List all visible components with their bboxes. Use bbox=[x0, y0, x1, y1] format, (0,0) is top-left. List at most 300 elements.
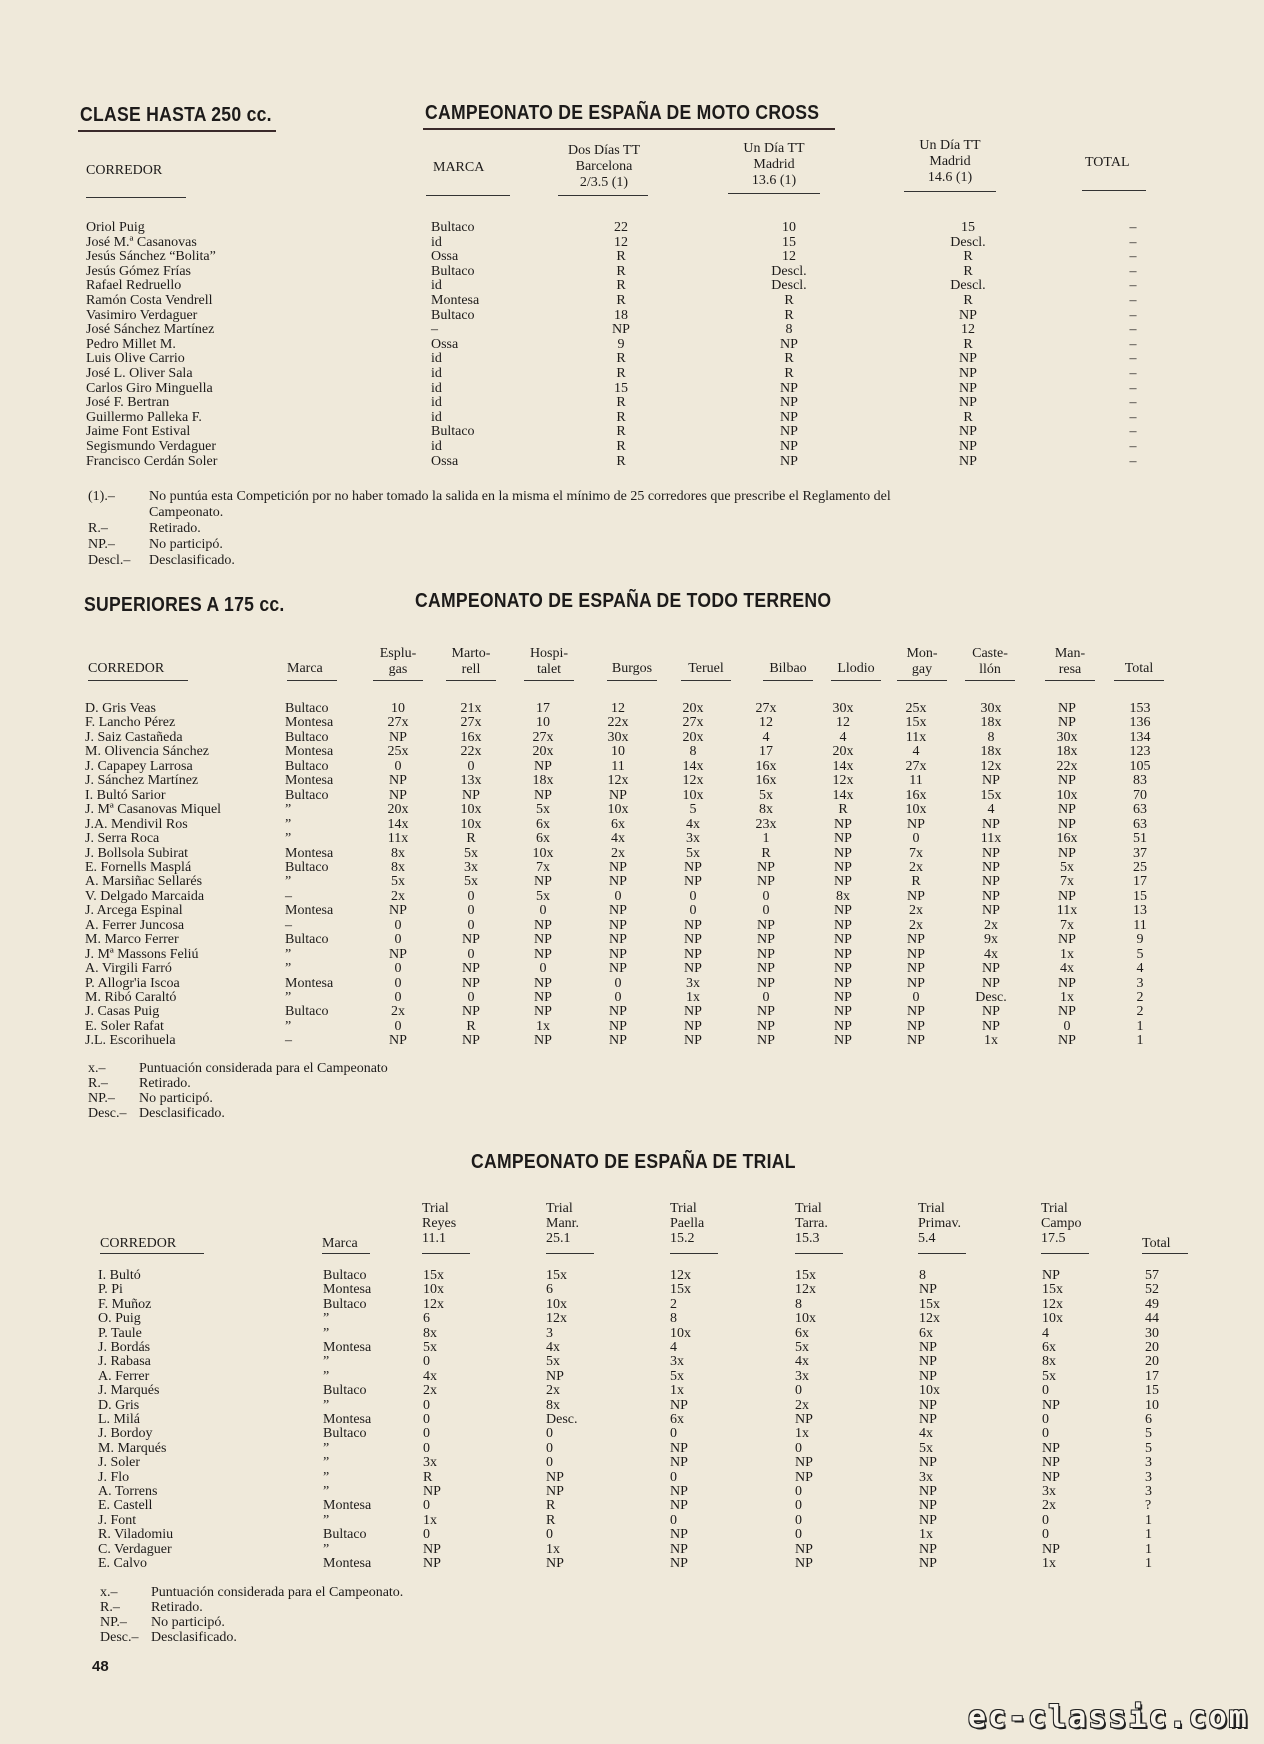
result-cell: NP bbox=[959, 395, 977, 411]
column-header: Trial bbox=[918, 1201, 945, 1216]
result-cell: NP bbox=[609, 946, 627, 962]
result-cell: NP bbox=[982, 874, 1000, 890]
column-header: Trial bbox=[795, 1201, 822, 1216]
rider-name: A. Torrens bbox=[98, 1484, 158, 1499]
result-cell: NP bbox=[834, 961, 852, 977]
result-cell: 14x bbox=[682, 758, 704, 774]
result-cell: NP bbox=[907, 946, 925, 962]
rider-name: J. Bordás bbox=[98, 1340, 151, 1355]
result-cell: 3x bbox=[423, 1455, 437, 1471]
column-header: resa bbox=[1058, 662, 1082, 677]
result-cell: NP bbox=[757, 961, 775, 977]
result-cell: 30x bbox=[607, 729, 629, 745]
brand-cell: ” bbox=[323, 1325, 330, 1341]
brand-cell: Bultaco bbox=[431, 263, 475, 279]
result-cell: 8x bbox=[1042, 1354, 1056, 1370]
result-cell: 30x bbox=[832, 701, 854, 716]
rider-name: Francisco Cerdán Soler bbox=[86, 453, 218, 469]
result-cell: NP bbox=[834, 859, 852, 875]
result-cell: 17 bbox=[1145, 1368, 1159, 1384]
note-text: Campeonato. bbox=[149, 505, 224, 520]
rider-name: P. Taule bbox=[98, 1325, 142, 1341]
result-cell: 3x bbox=[795, 1368, 809, 1384]
note-key: NP.– bbox=[88, 1091, 115, 1106]
rule bbox=[897, 680, 947, 681]
result-cell: 10x bbox=[546, 1296, 567, 1312]
result-cell: 1x bbox=[919, 1527, 933, 1543]
result-cell: NP bbox=[834, 975, 852, 991]
result-cell: 18x bbox=[980, 715, 1002, 731]
result-cell: NP bbox=[534, 758, 552, 774]
result-cell: 0 bbox=[912, 990, 920, 1005]
result-cell: 0 bbox=[423, 1440, 430, 1456]
rider-name: J. Mª Massons Feliú bbox=[85, 946, 199, 962]
result-cell: R bbox=[616, 249, 626, 265]
result-cell: 11x bbox=[980, 831, 1002, 847]
note-text: No puntúa esta Competición por no haber tomado la salida en la misma el mínimo de 25 corredores que prescribe el Reglamento del bbox=[149, 489, 891, 504]
result-cell: R bbox=[466, 831, 476, 847]
note-key: x.– bbox=[100, 1585, 118, 1600]
result-cell: 0 bbox=[795, 1498, 802, 1514]
result-cell: 15x bbox=[980, 787, 1002, 803]
result-cell: NP bbox=[795, 1455, 813, 1471]
result-cell: 12 bbox=[611, 701, 625, 716]
result-cell: 63 bbox=[1133, 802, 1147, 818]
result-cell: – bbox=[1129, 322, 1137, 338]
result-cell: R bbox=[616, 395, 626, 411]
result-cell: 27x bbox=[387, 715, 409, 731]
note-text: Desclasificado. bbox=[149, 553, 235, 568]
header-line: 14.6 (1) bbox=[927, 170, 973, 185]
rider-name: Rafael Redruello bbox=[86, 278, 182, 294]
brand-cell: Bultaco bbox=[323, 1527, 367, 1543]
result-cell: R bbox=[546, 1498, 556, 1514]
result-cell: NP bbox=[609, 859, 627, 875]
brand-cell: Bultaco bbox=[285, 859, 329, 875]
note-text: Desclasificado. bbox=[151, 1630, 237, 1645]
result-cell: 0 bbox=[394, 917, 402, 933]
rider-name: J.A. Mendivil Ros bbox=[85, 816, 188, 832]
result-cell: 63 bbox=[1133, 816, 1147, 832]
rider-name: J. Marqués bbox=[98, 1383, 160, 1399]
result-cell: 11 bbox=[611, 758, 625, 774]
result-cell: 8 bbox=[670, 1311, 677, 1327]
result-cell: 2x bbox=[391, 888, 405, 904]
brand-cell: Bultaco bbox=[285, 1004, 329, 1020]
result-cell: 4x bbox=[795, 1354, 809, 1370]
result-cell: 5x bbox=[1060, 859, 1074, 875]
column-header: Esplu- bbox=[379, 646, 417, 661]
result-cell: NP bbox=[834, 946, 852, 962]
column-header: CORREDOR bbox=[100, 1236, 177, 1251]
brand-cell: Montesa bbox=[323, 1498, 372, 1514]
result-cell: 0 bbox=[546, 1455, 553, 1471]
result-cell: 0 bbox=[795, 1512, 802, 1528]
result-cell: 27x bbox=[905, 758, 927, 774]
result-cell: 5x bbox=[759, 787, 773, 803]
brand-cell: Bultaco bbox=[285, 787, 329, 803]
result-cell: 70 bbox=[1133, 787, 1147, 803]
rule bbox=[86, 197, 186, 198]
rider-name: J. Casas Puig bbox=[85, 1004, 160, 1020]
result-cell: NP bbox=[609, 874, 627, 890]
result-cell: 14x bbox=[832, 787, 854, 803]
result-cell: NP bbox=[1058, 802, 1076, 818]
result-cell: 9 bbox=[1136, 932, 1144, 948]
brand-cell: ” bbox=[323, 1512, 330, 1528]
result-cell: R bbox=[616, 439, 626, 454]
result-cell: – bbox=[1129, 336, 1137, 352]
rider-name: J. Arcega Espinal bbox=[85, 903, 183, 919]
result-cell: 12x bbox=[980, 758, 1002, 774]
result-cell: 16x bbox=[905, 787, 927, 803]
result-cell: 0 bbox=[467, 990, 475, 1005]
result-cell: NP bbox=[1042, 1469, 1060, 1485]
result-cell: 30 bbox=[1145, 1325, 1159, 1341]
result-cell: R bbox=[784, 293, 794, 308]
result-cell: NP bbox=[534, 874, 552, 890]
result-cell: 5x bbox=[670, 1368, 684, 1384]
result-cell: NP bbox=[919, 1354, 937, 1370]
result-cell: 0 bbox=[546, 1426, 553, 1442]
result-cell: NP bbox=[834, 816, 852, 832]
result-cell: 1 bbox=[762, 831, 770, 847]
watermark-logo: ec-classic.com bbox=[968, 1700, 1249, 1735]
result-cell: 0 bbox=[795, 1484, 802, 1499]
result-cell: NP bbox=[462, 1004, 480, 1020]
result-cell: NP bbox=[423, 1541, 441, 1557]
result-cell: 0 bbox=[539, 903, 547, 919]
result-cell: NP bbox=[982, 859, 1000, 875]
result-cell: NP bbox=[907, 816, 925, 832]
underline bbox=[78, 130, 276, 132]
result-cell: 0 bbox=[670, 1512, 677, 1528]
result-cell: 5x bbox=[464, 845, 478, 861]
result-cell: 4 bbox=[987, 802, 995, 818]
result-cell: 17 bbox=[759, 744, 773, 760]
result-cell: NP bbox=[684, 946, 702, 962]
underline bbox=[423, 128, 835, 130]
result-cell: 10x bbox=[795, 1311, 816, 1327]
result-cell: NP bbox=[982, 816, 1000, 832]
result-cell: NP bbox=[757, 859, 775, 875]
result-cell: NP bbox=[795, 1541, 813, 1557]
result-cell: 15x bbox=[423, 1268, 444, 1283]
header-line: Un Día TT bbox=[919, 138, 981, 153]
result-cell: 4x bbox=[984, 946, 998, 962]
result-cell: 52 bbox=[1145, 1282, 1159, 1298]
column-header: 5.4 bbox=[918, 1231, 936, 1246]
result-cell: NP bbox=[834, 903, 852, 919]
result-cell: 5x bbox=[423, 1340, 437, 1355]
result-cell: 0 bbox=[423, 1354, 430, 1370]
column-header: Reyes bbox=[422, 1216, 457, 1231]
result-cell: 0 bbox=[394, 990, 402, 1005]
result-cell: 1 bbox=[1145, 1541, 1152, 1557]
result-cell: 13x bbox=[460, 773, 482, 789]
result-cell: NP bbox=[1058, 1033, 1076, 1049]
rule bbox=[558, 195, 648, 196]
result-cell: 10x bbox=[607, 802, 629, 818]
result-cell: 3 bbox=[1145, 1455, 1152, 1471]
result-cell: NP bbox=[780, 409, 798, 425]
result-cell: 12 bbox=[836, 715, 850, 731]
result-cell: NP bbox=[609, 1004, 627, 1020]
result-cell: NP bbox=[959, 453, 977, 469]
note-key: (1).– bbox=[88, 489, 115, 504]
result-cell: 8x bbox=[836, 888, 850, 904]
result-cell: R bbox=[546, 1512, 556, 1528]
rider-name: J.L. Escorihuela bbox=[85, 1033, 176, 1049]
result-cell: NP bbox=[907, 1018, 925, 1034]
result-cell: 15 bbox=[782, 234, 796, 250]
note-text: Retirado. bbox=[139, 1076, 191, 1091]
result-cell: Descl. bbox=[771, 263, 807, 279]
result-cell: R bbox=[911, 874, 921, 890]
result-cell: R bbox=[963, 336, 973, 352]
brand-cell: Montesa bbox=[285, 845, 334, 861]
header-line: Barcelona bbox=[575, 159, 633, 174]
result-cell: 3x bbox=[464, 859, 478, 875]
result-cell: NP bbox=[907, 932, 925, 948]
result-cell: R bbox=[963, 249, 973, 265]
result-cell: NP bbox=[389, 773, 407, 789]
rule bbox=[670, 1253, 718, 1254]
result-cell: NP bbox=[534, 1033, 552, 1049]
rider-name: Luis Olive Carrio bbox=[86, 351, 185, 367]
column-header: Teruel bbox=[688, 661, 724, 676]
rider-name: José L. Oliver Sala bbox=[86, 366, 193, 381]
column-header: 15.3 bbox=[795, 1231, 820, 1246]
result-cell: 0 bbox=[1042, 1527, 1049, 1543]
rule bbox=[100, 1253, 204, 1254]
result-cell: 8x bbox=[759, 802, 773, 818]
rider-name: F. Lancho Pérez bbox=[85, 715, 176, 731]
brand-cell: ” bbox=[285, 874, 292, 890]
note-key: x.– bbox=[88, 1061, 106, 1076]
rule bbox=[524, 680, 574, 681]
result-cell: NP bbox=[389, 729, 407, 745]
brand-cell: id bbox=[431, 234, 442, 250]
result-cell: NP bbox=[389, 903, 407, 919]
rider-name: I. Bultó Sarior bbox=[85, 787, 166, 803]
result-cell: 5x bbox=[536, 802, 550, 818]
note-key: R.– bbox=[88, 1076, 108, 1091]
result-cell: 0 bbox=[614, 990, 622, 1005]
column-header: Total bbox=[1142, 1236, 1171, 1251]
result-cell: 12x bbox=[832, 773, 854, 789]
result-cell: 83 bbox=[1133, 773, 1147, 789]
result-cell: 5 bbox=[689, 802, 697, 818]
result-cell: 25x bbox=[387, 744, 409, 760]
result-cell: 20 bbox=[1145, 1354, 1159, 1370]
note-text: Puntuación considerada para el Campeonato bbox=[139, 1061, 388, 1076]
result-cell: R bbox=[616, 263, 626, 279]
brand-cell: Bultaco bbox=[431, 307, 475, 323]
result-cell: 4x bbox=[423, 1368, 437, 1384]
rider-name: Segismundo Verdaguer bbox=[86, 439, 216, 454]
result-cell: 1x bbox=[686, 990, 700, 1005]
note-text: Retirado. bbox=[149, 521, 201, 536]
rule bbox=[1041, 1253, 1089, 1254]
result-cell: NP bbox=[757, 975, 775, 991]
result-cell: NP bbox=[462, 961, 480, 977]
result-cell: 22 bbox=[614, 220, 628, 235]
result-cell: NP bbox=[959, 351, 977, 367]
column-header: Total bbox=[1124, 661, 1154, 676]
rule bbox=[918, 1253, 966, 1254]
result-cell: 0 bbox=[1042, 1383, 1049, 1399]
result-cell: 3x bbox=[686, 831, 700, 847]
result-cell: 5x bbox=[686, 845, 700, 861]
result-cell: NP bbox=[1058, 845, 1076, 861]
brand-cell: Montesa bbox=[431, 293, 480, 308]
rider-name: José Sánchez Martínez bbox=[86, 322, 215, 338]
result-cell: 49 bbox=[1145, 1296, 1159, 1312]
result-cell: 0 bbox=[795, 1440, 802, 1456]
rule bbox=[88, 680, 188, 681]
result-cell: 8x bbox=[391, 859, 405, 875]
result-cell: 12x bbox=[546, 1311, 567, 1327]
brand-cell: Montesa bbox=[323, 1412, 372, 1427]
result-cell: 0 bbox=[467, 903, 475, 919]
note-text: Desclasificado. bbox=[139, 1106, 225, 1121]
result-cell: 20x bbox=[532, 744, 554, 760]
rule bbox=[1114, 680, 1164, 681]
brand-cell: ” bbox=[285, 1018, 292, 1034]
result-cell: R bbox=[963, 263, 973, 279]
rider-name: J. Font bbox=[98, 1512, 137, 1528]
brand-cell: Montesa bbox=[285, 744, 334, 760]
brand-cell: Ossa bbox=[431, 336, 459, 352]
motocross-left-title: CLASE HASTA 250 cc. bbox=[80, 104, 272, 126]
brand-cell: Bultaco bbox=[431, 424, 475, 440]
brand-cell: Montesa bbox=[323, 1340, 372, 1355]
result-cell: 16x bbox=[460, 729, 482, 745]
result-cell: 10x bbox=[670, 1325, 691, 1341]
result-cell: NP bbox=[982, 888, 1000, 904]
result-cell: – bbox=[1129, 278, 1137, 294]
result-cell: 11 bbox=[909, 773, 923, 789]
note-text: No participó. bbox=[151, 1615, 225, 1630]
result-cell: 1 bbox=[1145, 1556, 1152, 1571]
result-cell: NP bbox=[609, 961, 627, 977]
rule bbox=[287, 680, 337, 681]
result-cell: – bbox=[1129, 220, 1137, 235]
result-cell: 0 bbox=[670, 1469, 677, 1485]
result-cell: 3 bbox=[1136, 975, 1144, 991]
result-cell: NP bbox=[757, 1018, 775, 1034]
result-cell: 4 bbox=[1136, 961, 1144, 977]
rider-name: P. Pi bbox=[98, 1282, 123, 1298]
result-cell: NP bbox=[982, 1018, 1000, 1034]
result-cell: 0 bbox=[467, 888, 475, 904]
result-cell: 4 bbox=[762, 729, 770, 745]
result-cell: NP bbox=[907, 1004, 925, 1020]
result-cell: 6 bbox=[423, 1311, 430, 1327]
result-cell: 27x bbox=[460, 715, 482, 731]
result-cell: NP bbox=[462, 975, 480, 991]
brand-cell: id bbox=[431, 439, 442, 454]
mc-col-rider: CORREDOR bbox=[86, 163, 163, 178]
result-cell: NP bbox=[834, 917, 852, 933]
rider-name: J. Capapey Larrosa bbox=[85, 758, 193, 774]
brand-cell: id bbox=[431, 409, 442, 425]
result-cell: 22x bbox=[460, 744, 482, 760]
result-cell: 6x bbox=[536, 816, 550, 832]
result-cell: 11x bbox=[387, 831, 409, 847]
result-cell: NP bbox=[684, 859, 702, 875]
result-cell: 0 bbox=[614, 975, 622, 991]
brand-cell: ” bbox=[285, 802, 292, 818]
result-cell: NP bbox=[834, 1018, 852, 1034]
result-cell: R bbox=[423, 1469, 433, 1485]
result-cell: 1 bbox=[1145, 1512, 1152, 1528]
result-cell: 0 bbox=[394, 1018, 402, 1034]
result-cell: Desc. bbox=[975, 990, 1007, 1005]
result-cell: NP bbox=[612, 322, 630, 338]
result-cell: 0 bbox=[423, 1426, 430, 1442]
column-header: Trial bbox=[670, 1201, 697, 1216]
brand-cell: ” bbox=[285, 990, 292, 1005]
result-cell: 10 bbox=[1145, 1397, 1159, 1413]
result-cell: 0 bbox=[614, 888, 622, 904]
result-cell: 20x bbox=[387, 802, 409, 818]
brand-cell: ” bbox=[323, 1440, 330, 1456]
result-cell: NP bbox=[1042, 1440, 1060, 1456]
column-header: Trial bbox=[1041, 1201, 1068, 1216]
result-cell: 8x bbox=[391, 845, 405, 861]
column-header: Burgos bbox=[611, 661, 653, 676]
result-cell: 13 bbox=[1133, 903, 1147, 919]
rule bbox=[373, 680, 423, 681]
brand-cell: Montesa bbox=[285, 715, 334, 731]
rider-name: Vasimiro Verdaguer bbox=[86, 307, 198, 323]
result-cell: 18x bbox=[1056, 744, 1078, 760]
result-cell: 2x bbox=[546, 1383, 560, 1399]
result-cell: 5x bbox=[1042, 1368, 1056, 1384]
result-cell: NP bbox=[670, 1498, 688, 1514]
brand-cell: – bbox=[285, 917, 292, 933]
rider-name: D. Gris Veas bbox=[85, 701, 156, 716]
column-header: Llodio bbox=[837, 661, 875, 676]
rider-name: Jaime Font Estival bbox=[86, 424, 191, 440]
result-cell: NP bbox=[423, 1484, 441, 1499]
rider-name: A. Marsiñac Sellarés bbox=[85, 874, 203, 890]
result-cell: NP bbox=[959, 366, 977, 381]
result-cell: 1x bbox=[1042, 1556, 1056, 1571]
rider-name: L. Milá bbox=[98, 1412, 140, 1427]
result-cell: 15 bbox=[1133, 888, 1147, 904]
header-line: 13.6 (1) bbox=[751, 173, 797, 188]
brand-cell: ” bbox=[323, 1455, 330, 1471]
result-cell: 0 bbox=[689, 903, 697, 919]
result-cell: NP bbox=[907, 975, 925, 991]
brand-cell: Bultaco bbox=[285, 701, 329, 716]
result-cell: 15x bbox=[795, 1268, 816, 1283]
column-header: Marca bbox=[322, 1236, 358, 1251]
result-cell: 0 bbox=[394, 932, 402, 948]
result-cell: NP bbox=[423, 1556, 441, 1571]
rider-name: J. Soler bbox=[98, 1455, 140, 1471]
result-cell: NP bbox=[919, 1397, 937, 1413]
result-cell: R bbox=[616, 424, 626, 440]
result-cell: 7x bbox=[536, 859, 550, 875]
result-cell: NP bbox=[609, 1018, 627, 1034]
result-cell: 2x bbox=[611, 845, 625, 861]
result-cell: 0 bbox=[423, 1527, 430, 1543]
result-cell: 4 bbox=[839, 729, 847, 745]
